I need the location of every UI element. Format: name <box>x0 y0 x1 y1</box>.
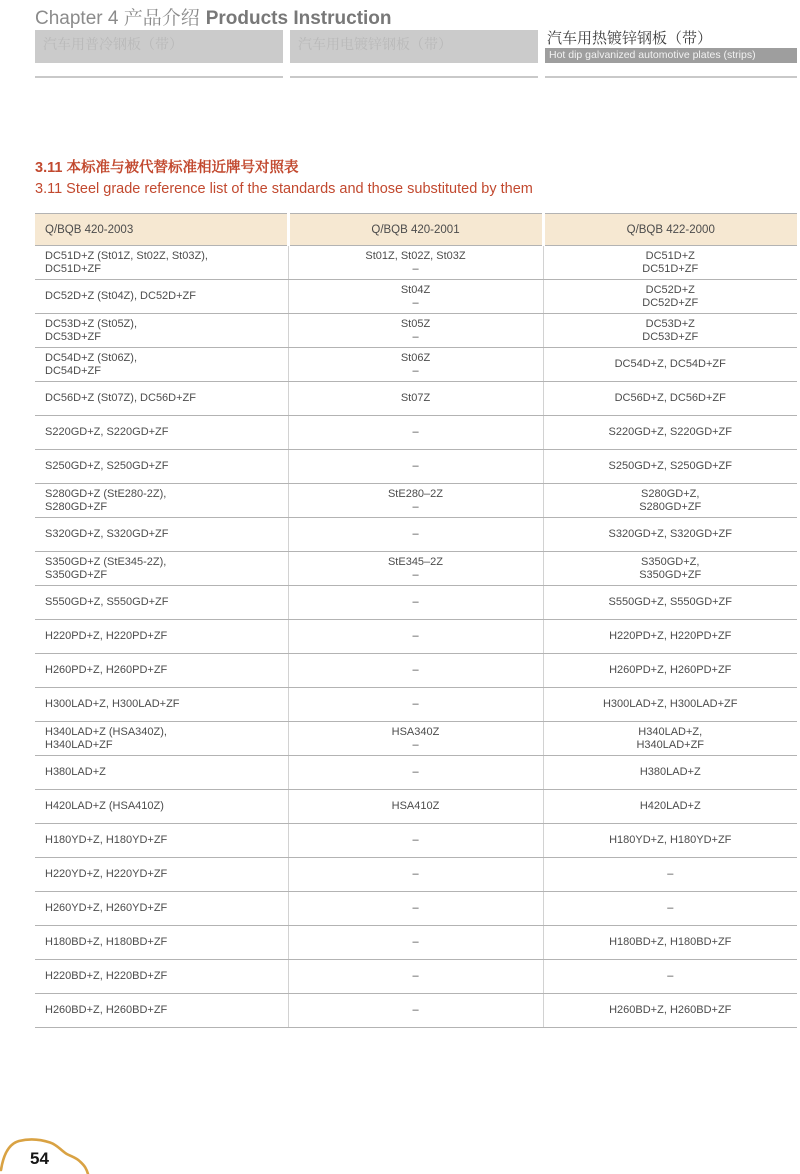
table-row <box>35 790 797 824</box>
table-cell <box>288 858 543 892</box>
tab-subtitle: Hot dip galvanized automotive plates (strips) <box>545 48 797 63</box>
table-cell <box>543 586 797 620</box>
table-cell <box>35 688 288 722</box>
cell-line: H220BD+Z, H220BD+ZF <box>45 970 168 982</box>
table-cell <box>543 824 797 858</box>
table-cell <box>35 416 288 450</box>
cell-line: – <box>412 296 419 309</box>
table-row <box>35 722 797 756</box>
cell-line: H380LAD+Z <box>639 766 701 778</box>
table-cell <box>35 586 288 620</box>
tab-cold-rolled-plates[interactable] <box>35 30 283 63</box>
cell-line: – <box>412 568 419 581</box>
cell-line: H300LAD+Z, H300LAD+ZF <box>45 698 180 710</box>
table-cell <box>288 314 543 348</box>
tab-label: 汽车用普冷钢板（带） <box>43 36 183 52</box>
cell-line: DC54D+ZF <box>45 364 101 377</box>
table-cell <box>288 790 543 824</box>
cell-line: DC53D+ZF <box>642 330 699 343</box>
cell-line: St05Z <box>400 317 431 330</box>
table-cell <box>35 552 288 586</box>
cell-line: StE345–2Z <box>387 555 444 568</box>
tab-hot-dip-galvanized-plates[interactable] <box>545 30 797 63</box>
cell-line: – <box>412 630 419 642</box>
tab-underline <box>35 76 283 78</box>
cell-line: DC52D+Z <box>645 283 695 296</box>
cell-line: H180YD+Z, H180YD+ZF <box>45 834 168 846</box>
cell-line: S350GD+Z (StE345-2Z), <box>45 555 167 568</box>
table-cell <box>543 790 797 824</box>
cell-line: – <box>412 596 419 608</box>
table-row <box>35 892 797 926</box>
table-cell <box>288 620 543 654</box>
cell-line: H340LAD+ZF <box>45 738 113 751</box>
table-cell <box>543 926 797 960</box>
section-title-en: 3.11 Steel grade reference list of the standards and those substituted by them <box>35 181 533 197</box>
cell-line: – <box>412 698 419 710</box>
table-cell <box>543 314 797 348</box>
table-row <box>35 280 797 314</box>
cell-line: DC53D+Z <box>645 317 695 330</box>
table-cell <box>35 790 288 824</box>
table-cell <box>288 552 543 586</box>
cell-line: – <box>667 868 674 880</box>
cell-line: – <box>412 528 419 540</box>
table-row <box>35 518 797 552</box>
cell-line: H180BD+Z, H180BD+ZF <box>609 936 732 948</box>
table-row <box>35 926 797 960</box>
cell-line: H260YD+Z, H260YD+ZF <box>45 902 168 914</box>
table-row <box>35 382 797 416</box>
table-cell <box>35 926 288 960</box>
cell-line: DC51D+Z <box>645 249 695 262</box>
column-header: Q/BQB 420-2003 <box>35 214 288 246</box>
tab-underline <box>545 76 797 78</box>
table-row <box>35 620 797 654</box>
cell-line: – <box>412 426 419 438</box>
table-cell <box>288 586 543 620</box>
cell-line: DC54D+Z, DC54D+ZF <box>614 358 726 370</box>
chapter-title: Chapter 4 产品介绍 <box>35 8 200 29</box>
cell-line: DC51D+ZF <box>45 262 101 275</box>
table-cell <box>35 246 288 280</box>
cell-line: – <box>412 902 419 914</box>
cell-line: DC52D+ZF <box>642 296 699 309</box>
table-cell <box>543 280 797 314</box>
column-header: Q/BQB 420-2001 <box>288 214 543 246</box>
chapter-title-en: Products Instruction <box>205 8 392 29</box>
cell-line: H260PD+Z, H260PD+ZF <box>45 664 168 676</box>
table-cell <box>35 450 288 484</box>
tab-underline <box>290 76 538 78</box>
cell-line: H420LAD+Z <box>639 800 701 812</box>
cell-line: StE280–2Z <box>387 487 444 500</box>
cell-line: H220PD+Z, H220PD+ZF <box>609 630 732 642</box>
cell-line: S280GD+Z, <box>641 487 700 500</box>
table-row <box>35 348 797 382</box>
cell-line: S320GD+Z, S320GD+ZF <box>608 528 732 540</box>
table-cell <box>288 994 543 1028</box>
cell-line: S350GD+ZF <box>45 568 108 581</box>
table-cell <box>543 756 797 790</box>
cell-line: – <box>412 330 419 343</box>
cell-line: H220YD+Z, H220YD+ZF <box>45 868 168 880</box>
table-cell <box>35 824 288 858</box>
table-cell <box>288 450 543 484</box>
cell-line: – <box>667 970 674 982</box>
table-cell <box>288 484 543 518</box>
table-cell <box>288 722 543 756</box>
table-cell <box>35 722 288 756</box>
cell-line: S550GD+Z, S550GD+ZF <box>45 596 169 608</box>
cell-line: DC52D+Z (St04Z), DC52D+ZF <box>45 290 196 302</box>
cell-line: H220PD+Z, H220PD+ZF <box>45 630 168 642</box>
page-number: 54 <box>30 1149 49 1168</box>
table-row <box>35 314 797 348</box>
table-row <box>35 994 797 1028</box>
table-row <box>35 552 797 586</box>
cell-line: HSA340Z <box>391 725 440 738</box>
table-cell <box>543 722 797 756</box>
tab-underlines <box>35 76 797 78</box>
cell-line: S320GD+Z, S320GD+ZF <box>45 528 169 540</box>
cell-line: HSA410Z <box>391 800 440 812</box>
cell-line: H340LAD+Z (HSA340Z), <box>45 725 167 738</box>
cell-line: – <box>412 664 419 676</box>
table-cell <box>288 654 543 688</box>
cell-line: St07Z <box>400 392 431 404</box>
table-row <box>35 756 797 790</box>
cell-line: H180BD+Z, H180BD+ZF <box>45 936 168 948</box>
cell-line: – <box>412 766 419 778</box>
cell-line: DC56D+Z, DC56D+ZF <box>614 392 726 404</box>
table-cell <box>543 450 797 484</box>
cell-line: DC51D+ZF <box>642 262 699 275</box>
cell-line: – <box>412 834 419 846</box>
table-cell <box>35 382 288 416</box>
table-row <box>35 824 797 858</box>
cell-line: H340LAD+ZF <box>636 738 705 751</box>
table-cell <box>543 654 797 688</box>
table-row <box>35 246 797 280</box>
table-cell <box>288 756 543 790</box>
cell-line: – <box>412 500 419 513</box>
table-cell <box>543 620 797 654</box>
table-cell <box>543 246 797 280</box>
table-row <box>35 960 797 994</box>
table-row <box>35 858 797 892</box>
cell-line: S550GD+Z, S550GD+ZF <box>608 596 732 608</box>
table-row <box>35 484 797 518</box>
cell-line: H260PD+Z, H260PD+ZF <box>609 664 732 676</box>
table-cell <box>288 246 543 280</box>
table-row <box>35 416 797 450</box>
table-cell <box>288 960 543 994</box>
table-body <box>35 246 797 1028</box>
tab-label: 汽车用热镀锌钢板（带） <box>547 30 713 47</box>
cell-line: – <box>412 936 419 948</box>
cell-line: S250GD+Z, S250GD+ZF <box>608 460 732 472</box>
cell-line: DC51D+Z (St01Z, St02Z, St03Z), <box>45 249 208 262</box>
table-cell <box>543 484 797 518</box>
cell-line: – <box>412 868 419 880</box>
cell-line: H260BD+Z, H260BD+ZF <box>45 1004 168 1016</box>
cell-line: S350GD+Z, <box>641 555 700 568</box>
cell-line: DC53D+Z (St05Z), <box>45 317 137 330</box>
table-cell <box>543 892 797 926</box>
table-cell <box>543 416 797 450</box>
table-cell <box>543 994 797 1028</box>
table-cell <box>288 518 543 552</box>
cell-line: – <box>412 262 419 275</box>
table-cell <box>288 348 543 382</box>
section-heading <box>35 156 533 197</box>
table-cell <box>35 620 288 654</box>
table-cell <box>288 926 543 960</box>
cell-line: DC54D+Z (St06Z), <box>45 351 137 364</box>
table-cell <box>288 688 543 722</box>
cell-line: S350GD+ZF <box>639 568 702 581</box>
table-cell <box>35 314 288 348</box>
cell-line: S250GD+Z, S250GD+ZF <box>45 460 169 472</box>
table-header-row <box>35 214 797 246</box>
tab-bar <box>35 30 797 63</box>
chapter-header <box>35 3 392 30</box>
table-cell <box>543 382 797 416</box>
table-row <box>35 450 797 484</box>
table-cell <box>543 688 797 722</box>
table-cell <box>543 960 797 994</box>
cell-line: S280GD+Z (StE280-2Z), <box>45 487 167 500</box>
table-cell <box>543 348 797 382</box>
table-cell <box>35 960 288 994</box>
table-row <box>35 688 797 722</box>
cell-line: – <box>412 970 419 982</box>
cell-line: H380LAD+Z <box>45 766 106 778</box>
table-cell <box>543 552 797 586</box>
cell-line: S280GD+ZF <box>639 500 702 513</box>
table-cell <box>35 518 288 552</box>
cell-line: H340LAD+Z, <box>638 725 703 738</box>
table-cell <box>35 892 288 926</box>
table-cell <box>35 858 288 892</box>
tab-label: 汽车用电镀锌钢板（带） <box>298 36 452 52</box>
cell-line: DC56D+Z (St07Z), DC56D+ZF <box>45 392 196 404</box>
table-row <box>35 654 797 688</box>
table-cell <box>543 518 797 552</box>
table-cell <box>288 382 543 416</box>
cell-line: DC53D+ZF <box>45 330 101 343</box>
table-cell <box>35 348 288 382</box>
cell-line: – <box>412 1004 419 1016</box>
car-outline-graphic <box>0 1136 100 1174</box>
cell-line: H420LAD+Z (HSA410Z) <box>45 800 164 812</box>
column-header: Q/BQB 422-2000 <box>543 214 797 246</box>
table-row <box>35 586 797 620</box>
table-cell <box>288 416 543 450</box>
steel-grade-reference-table <box>35 213 797 1028</box>
cell-line: St01Z, St02Z, St03Z <box>365 249 466 262</box>
table-cell <box>288 280 543 314</box>
cell-line: S280GD+ZF <box>45 500 108 513</box>
table-cell <box>35 756 288 790</box>
cell-line: – <box>412 364 419 377</box>
tab-electro-galvanized-plates[interactable] <box>290 30 538 63</box>
cell-line: H260BD+Z, H260BD+ZF <box>609 1004 732 1016</box>
table-cell <box>288 892 543 926</box>
table-cell <box>35 654 288 688</box>
cell-line: – <box>412 738 419 751</box>
cell-line: H300LAD+Z, H300LAD+ZF <box>602 698 738 710</box>
cell-line: – <box>667 902 674 914</box>
cell-line: S220GD+Z, S220GD+ZF <box>45 426 169 438</box>
section-title-zh: 3.11 本标准与被代替标准相近牌号对照表 <box>35 160 299 176</box>
table-cell <box>35 484 288 518</box>
table-cell <box>35 994 288 1028</box>
cell-line: S220GD+Z, S220GD+ZF <box>608 426 732 438</box>
table-cell <box>288 824 543 858</box>
cell-line: – <box>412 460 419 472</box>
table-cell <box>543 858 797 892</box>
cell-line: St06Z <box>400 351 431 364</box>
table-cell <box>35 280 288 314</box>
cell-line: St04Z <box>400 283 431 296</box>
cell-line: H180YD+Z, H180YD+ZF <box>609 834 732 846</box>
